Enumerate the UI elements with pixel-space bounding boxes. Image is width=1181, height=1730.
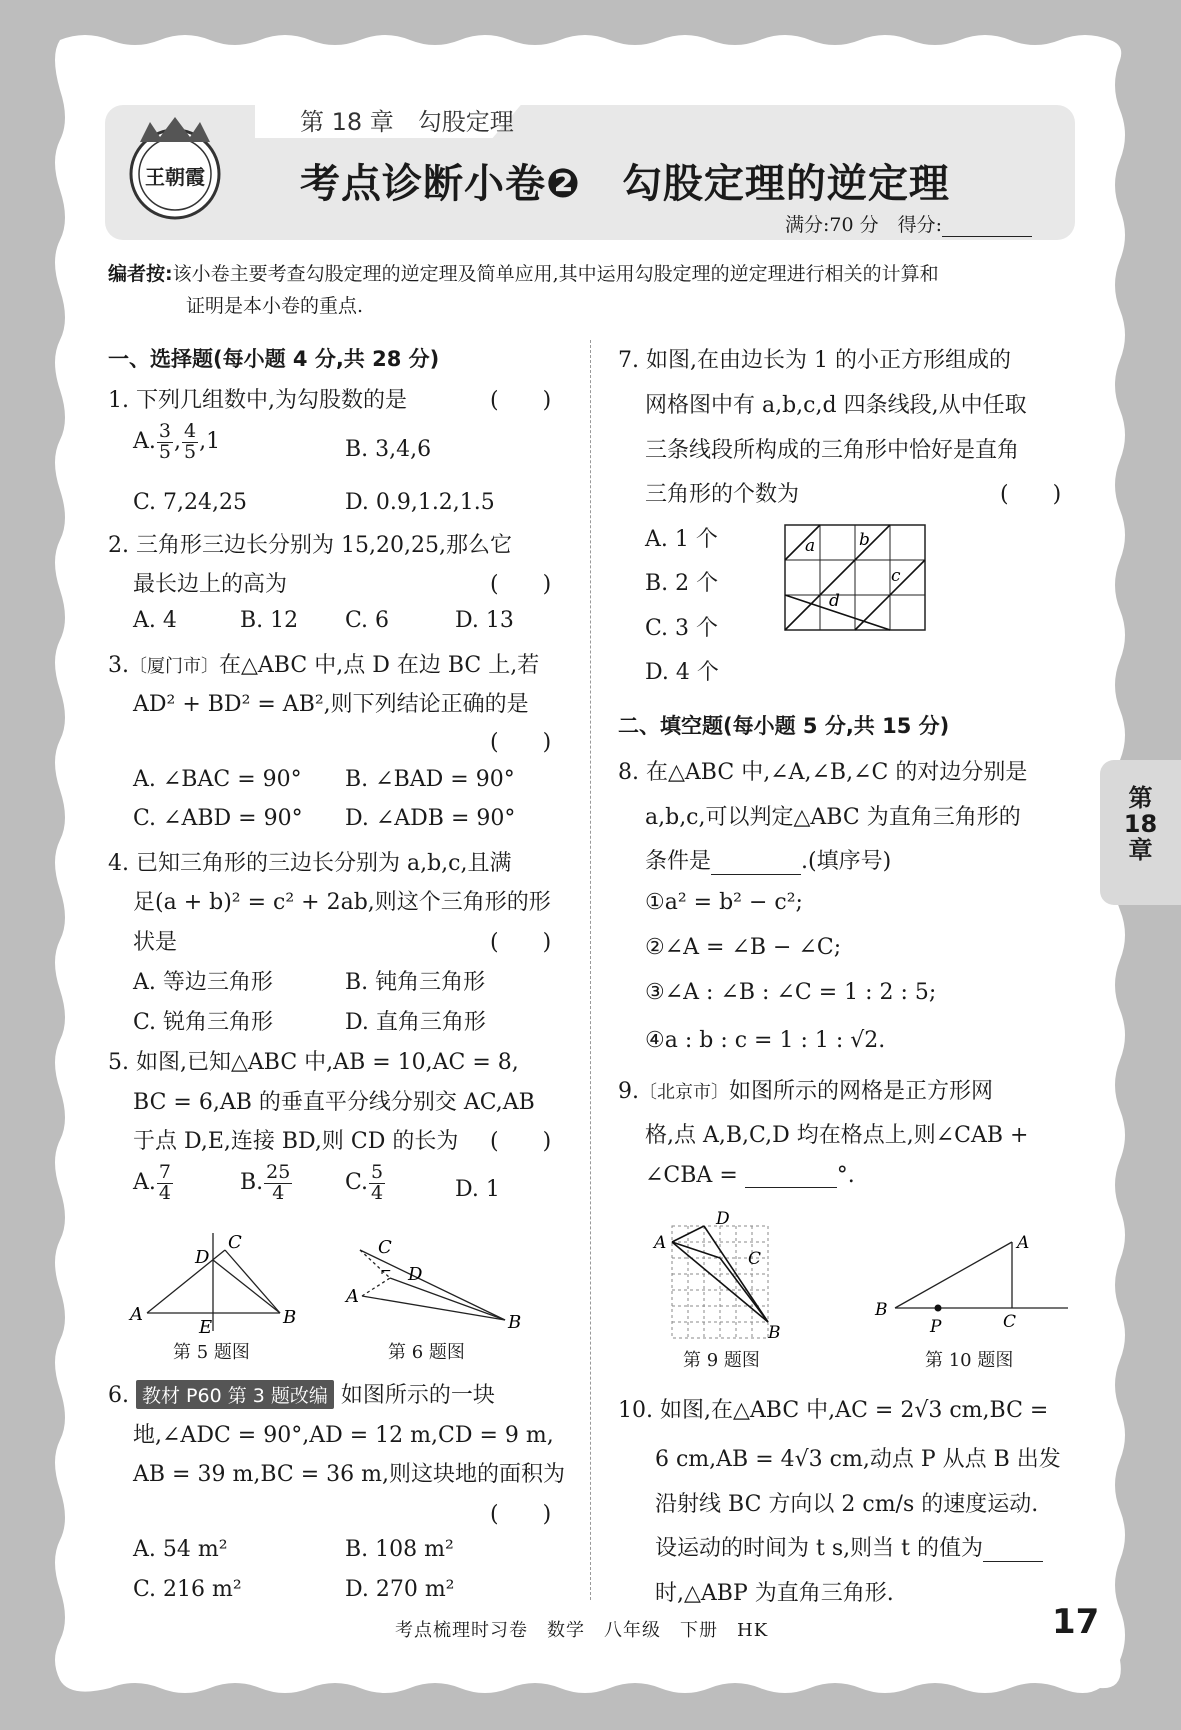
q8-line1: 8. 在△ABC 中,∠A,∠B,∠C 的对边分别是 <box>618 760 1028 785</box>
fig5-label-c: C <box>228 1232 242 1253</box>
q3-answer-paren: ( ) <box>490 730 552 755</box>
q10-line5: 时,△ABP 为直角三角形. <box>655 1581 894 1606</box>
q6-textbook-tag: 教材 P60 第 3 题改编 <box>136 1380 334 1409</box>
q10-line1: 10. 如图,在△ABC 中,AC = 2√3 cm,BC = <box>618 1398 1049 1423</box>
q4-line1: 4. 已知三角形的三边长分别为 a,b,c,且满 <box>108 851 512 876</box>
fig6-label-c: C <box>378 1237 392 1258</box>
q8-answer-blank <box>711 856 801 875</box>
q9-line3: ∠CBA = °. <box>645 1163 855 1188</box>
fig9-caption: 第 9 题图 <box>683 1350 760 1371</box>
q3-option-b: B. ∠BAD = 90° <box>345 767 515 792</box>
q6-line2: 地,∠ADC = 90°,AD = 12 m,CD = 9 m, <box>133 1423 554 1448</box>
page-title: 考点诊断小卷❷ 勾股定理的逆定理 <box>300 161 950 207</box>
figure-5 <box>125 1228 305 1343</box>
fig5-label-b: B <box>283 1307 297 1328</box>
logo-text: 王朝霞 <box>145 165 205 189</box>
q7-line2: 网格图中有 a,b,c,d 四条线段,从中任取 <box>645 393 1027 418</box>
fig6-label-a: A <box>346 1286 359 1307</box>
svg-text:⌐: ⌐ <box>380 1264 392 1280</box>
q4-option-a: A. 等边三角形 <box>133 970 273 995</box>
q2-answer-paren: ( ) <box>490 572 552 597</box>
figure-6 <box>340 1228 530 1343</box>
q4-option-d: D. 直角三角形 <box>345 1010 486 1035</box>
editor-note-line1: 该小卷主要考查勾股定理的逆定理及简单应用,其中运用勾股定理的逆定理进行相关的计算和 <box>172 263 939 285</box>
q2-option-d: D. 13 <box>455 608 514 633</box>
q3-region: 〔厦门市〕 <box>129 656 219 677</box>
fig10-label-b: B <box>875 1300 888 1320</box>
q8-option-2: ②∠A = ∠B − ∠C; <box>645 935 842 960</box>
q8-option-3: ③∠A : ∠B : ∠C = 1 : 2 : 5; <box>645 980 937 1005</box>
fig5-label-e: E <box>199 1317 213 1338</box>
q6-option-c: C. 216 m² <box>133 1577 242 1602</box>
fig10-caption: 第 10 题图 <box>925 1350 1014 1371</box>
page-number: 17 <box>1052 1602 1100 1642</box>
figure-9 <box>650 1208 790 1343</box>
score-label: 满分:70 分 得分: <box>785 214 943 236</box>
q6-option-d: D. 270 m² <box>345 1577 455 1602</box>
fig5-label-d: D <box>195 1247 210 1268</box>
fig9-label-a: A <box>654 1233 667 1253</box>
q7-option-c: C. 3 个 <box>645 616 719 641</box>
q9-answer-blank <box>745 1169 837 1188</box>
chapter-label: 第 18 章 勾股定理 <box>300 108 514 136</box>
q1-stem: 1. 下列几组数中,为勾股数的是 <box>108 388 407 413</box>
q10-answer-blank <box>983 1543 1043 1562</box>
q6-option-a: A. 54 m² <box>133 1537 228 1562</box>
q6-option-b: B. 108 m² <box>345 1537 454 1562</box>
score-line <box>785 210 1032 237</box>
fig7-label-b: b <box>859 530 870 550</box>
q7-option-b: B. 2 个 <box>645 571 719 596</box>
fig7-label-c: c <box>891 566 901 586</box>
fig9-label-c: C <box>748 1249 762 1269</box>
figure-7-grid <box>783 523 929 635</box>
q1-option-a: A. $\frac{3}{5}$ , $\frac{4}{5}$ ,1 <box>133 420 221 463</box>
q10-line3: 沿射线 BC 方向以 2 cm/s 的速度运动. <box>655 1492 1039 1517</box>
q4-line3: 状是 <box>133 930 178 955</box>
q1-option-b: B. 3,4,6 <box>345 437 432 462</box>
column-divider <box>590 340 591 1600</box>
q4-option-c: C. 锐角三角形 <box>133 1010 274 1035</box>
q5-option-d: D. 1 <box>455 1177 500 1202</box>
q6-line1: 6. 教材 P60 第 3 题改编 如图所示的一块 <box>108 1378 495 1409</box>
fig10-label-a: A <box>1017 1233 1030 1253</box>
q3-line2: AD² + BD² = AB²,则下列结论正确的是 <box>133 692 529 717</box>
q5-option-c: C. $\frac{5}{4}$ <box>345 1161 384 1204</box>
fig6-label-d: D <box>408 1264 423 1285</box>
section2-title: 二、填空题(每小题 5 分,共 15 分) <box>618 714 950 738</box>
q4-option-b: B. 钝角三角形 <box>345 970 486 995</box>
fig6-label-b: B <box>508 1312 522 1333</box>
q9-line1: 9.〔北京市〕如图所示的网格是正方形网 <box>618 1079 994 1104</box>
q8-line2: a,b,c,可以判定△ABC 为直角三角形的 <box>645 805 1021 830</box>
q8-option-4: ④a : b : c = 1 : 1 : √2. <box>645 1028 886 1053</box>
fig5-label-a: A <box>130 1304 143 1325</box>
fig10-label-c: C <box>1003 1312 1017 1332</box>
editor-note-label: 编者按: <box>108 263 173 285</box>
fig6-caption: 第 6 题图 <box>388 1342 465 1363</box>
q8-line3: 条件是 .(填序号) <box>645 849 892 874</box>
section1-title: 一、选择题(每小题 4 分,共 28 分) <box>108 347 440 371</box>
score-blank <box>942 218 1032 237</box>
q2-line2: 最长边上的高为 <box>133 572 288 597</box>
brand-logo <box>120 112 230 232</box>
q7-line4: 三角形的个数为 <box>645 482 800 507</box>
q7-line1: 7. 如图,在由边长为 1 的小正方形组成的 <box>618 348 1011 373</box>
q5-answer-paren: ( ) <box>490 1129 552 1154</box>
fig10-label-p: P <box>930 1317 942 1337</box>
fig9-label-d: D <box>716 1209 730 1229</box>
q9-line2: 格,点 A,B,C,D 均在格点上,则∠CAB + <box>645 1123 1029 1148</box>
q5-line1: 5. 如图,已知△ABC 中,AB = 10,AC = 8, <box>108 1050 519 1075</box>
q8-option-1: ①a² = b² − c²; <box>645 890 803 915</box>
q4-line2: 足(a + b)² = c² + 2ab,则这个三角形的形 <box>133 890 551 915</box>
q7-option-d: D. 4 个 <box>645 660 719 685</box>
q10-line4: 设运动的时间为 t s,则当 t 的值为 <box>655 1531 1043 1562</box>
footer-text: 考点梳理时习卷 数学 八年级 下册 HK <box>395 1620 769 1641</box>
q1-option-d: D. 0.9,1.2,1.5 <box>345 490 495 515</box>
q10-line2: 6 cm,AB = 4√3 cm,动点 P 从点 B 出发 <box>655 1447 1061 1472</box>
fig7-label-d: d <box>829 591 840 611</box>
editor-note <box>108 258 1078 322</box>
q5-option-b: B. $\frac{25}{4}$ <box>240 1161 291 1204</box>
fig5-caption: 第 5 题图 <box>173 1342 250 1363</box>
q6-line3: AB = 39 m,BC = 36 m,则这块地的面积为 <box>133 1462 565 1487</box>
fig9-label-b: B <box>768 1323 781 1343</box>
q2-option-a: A. 4 <box>133 608 177 633</box>
q4-answer-paren: ( ) <box>490 930 552 955</box>
figure-10 <box>870 1228 1070 1338</box>
q2-line1: 2. 三角形三边长分别为 15,20,25,那么它 <box>108 533 512 558</box>
q7-line3: 三条线段所构成的三角形中恰好是直角 <box>645 438 1020 463</box>
q9-region: 〔北京市〕 <box>639 1082 729 1103</box>
chapter-side-tab: 第 18 章 <box>1100 760 1181 905</box>
q1-option-c: C. 7,24,25 <box>133 490 248 515</box>
fig7-label-a: a <box>805 536 816 556</box>
q7-option-a: A. 1 个 <box>645 527 718 552</box>
q2-option-b: B. 12 <box>240 608 299 633</box>
q5-line3: 于点 D,E,连接 BD,则 CD 的长为 <box>133 1129 459 1154</box>
q6-answer-paren: ( ) <box>490 1502 552 1527</box>
q3-option-d: D. ∠ADB = 90° <box>345 806 516 831</box>
q5-line2: BC = 6,AB 的垂直平分线分别交 AC,AB <box>133 1090 535 1115</box>
q5-option-a: A. $\frac{7}{4}$ <box>133 1161 171 1204</box>
q2-option-c: C. 6 <box>345 608 390 633</box>
q1-answer-paren: ( ) <box>490 388 552 413</box>
q7-answer-paren: ( ) <box>1000 482 1062 507</box>
q3-option-a: A. ∠BAC = 90° <box>133 767 302 792</box>
editor-note-line2: 证明是本小卷的重点. <box>186 295 364 317</box>
q3-option-c: C. ∠ABD = 90° <box>133 806 303 831</box>
q3-line1: 3.〔厦门市〕在△ABC 中,点 D 在边 BC 上,若 <box>108 653 540 678</box>
